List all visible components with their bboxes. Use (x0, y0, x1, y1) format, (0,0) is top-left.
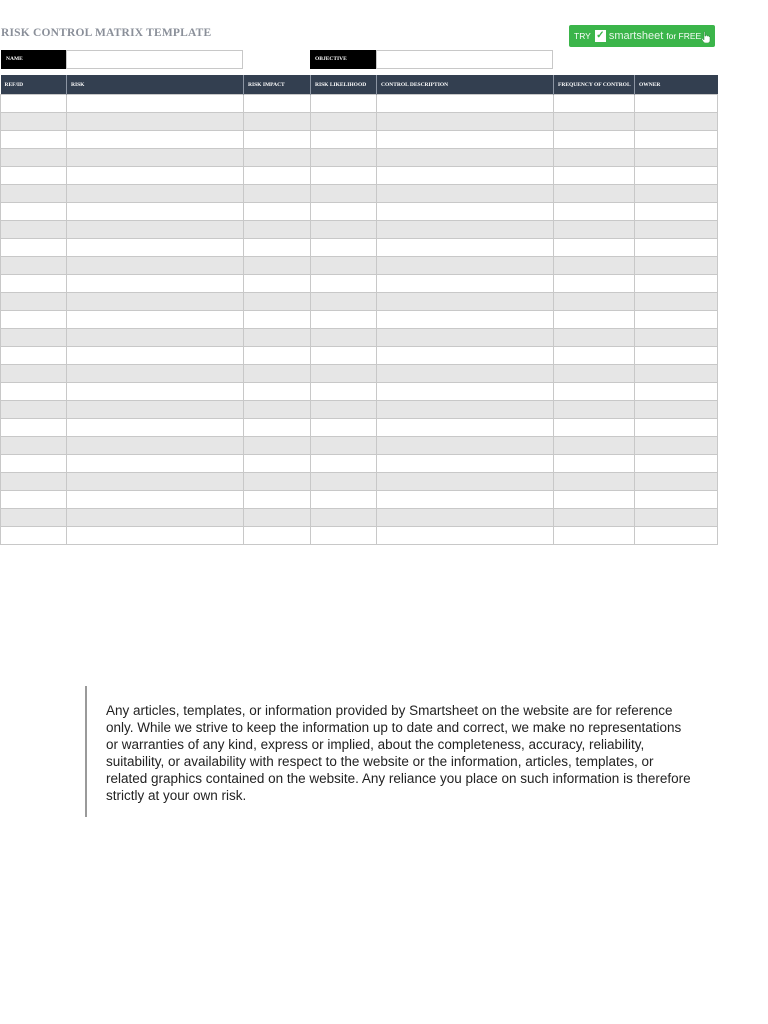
table-cell[interactable] (1, 419, 67, 437)
table-cell[interactable] (635, 131, 718, 149)
table-cell[interactable] (67, 95, 244, 113)
table-cell[interactable] (67, 329, 244, 347)
table-cell[interactable] (67, 203, 244, 221)
table-cell[interactable] (635, 239, 718, 257)
table-cell[interactable] (67, 185, 244, 203)
table-cell[interactable] (244, 455, 311, 473)
table-cell[interactable] (554, 95, 635, 113)
table-cell[interactable] (311, 257, 377, 275)
table-cell[interactable] (311, 491, 377, 509)
table-cell[interactable] (67, 113, 244, 131)
pointer-hand-icon (701, 31, 711, 43)
table-cell[interactable] (554, 131, 635, 149)
table-row (1, 419, 718, 437)
table-cell[interactable] (1, 491, 67, 509)
table-cell[interactable] (377, 203, 554, 221)
table-cell[interactable] (635, 365, 718, 383)
table-cell[interactable] (1, 221, 67, 239)
table-cell[interactable] (1, 131, 67, 149)
table-row (1, 113, 718, 131)
table-cell[interactable] (554, 311, 635, 329)
table-row (1, 311, 718, 329)
table-cell[interactable] (1, 527, 67, 545)
column-header-control-description: CONTROL DESCRIPTION (377, 75, 554, 95)
table-cell[interactable] (635, 329, 718, 347)
table-cell[interactable] (311, 149, 377, 167)
table-cell[interactable] (244, 113, 311, 131)
table-cell[interactable] (1, 311, 67, 329)
table-cell[interactable] (635, 311, 718, 329)
table-row (1, 527, 718, 545)
table-cell[interactable] (244, 419, 311, 437)
table-cell[interactable] (244, 473, 311, 491)
table-cell[interactable] (244, 509, 311, 527)
table-row (1, 455, 718, 473)
table-cell[interactable] (377, 509, 554, 527)
table-cell[interactable] (311, 131, 377, 149)
table-cell[interactable] (554, 185, 635, 203)
table-cell[interactable] (244, 221, 311, 239)
table-cell[interactable] (244, 329, 311, 347)
table-cell[interactable] (67, 131, 244, 149)
table-row (1, 167, 718, 185)
table-cell[interactable] (635, 203, 718, 221)
objective-field[interactable] (376, 50, 553, 69)
table-cell[interactable] (311, 329, 377, 347)
table-cell[interactable] (635, 275, 718, 293)
table-cell[interactable] (244, 311, 311, 329)
table-cell[interactable] (635, 383, 718, 401)
table-row (1, 437, 718, 455)
table-cell[interactable] (377, 365, 554, 383)
table-header-row (1, 75, 718, 95)
column-header-risk-likelihood: RISK LIKELIHOOD (311, 75, 377, 95)
table-cell[interactable] (1, 509, 67, 527)
table-row (1, 365, 718, 383)
table-row (1, 221, 718, 239)
table-cell[interactable] (67, 491, 244, 509)
table-cell[interactable] (1, 347, 67, 365)
risk-control-matrix-table (0, 75, 718, 545)
table-cell[interactable] (67, 311, 244, 329)
table-cell[interactable] (554, 383, 635, 401)
table-cell[interactable] (377, 167, 554, 185)
table-row (1, 257, 718, 275)
table-cell[interactable] (554, 329, 635, 347)
table-cell[interactable] (67, 437, 244, 455)
table-cell[interactable] (67, 473, 244, 491)
table-cell[interactable] (635, 221, 718, 239)
table-cell[interactable] (554, 527, 635, 545)
name-field[interactable] (66, 50, 243, 69)
table-row (1, 203, 718, 221)
table-cell[interactable] (1, 293, 67, 311)
table-cell[interactable] (1, 473, 67, 491)
table-cell[interactable] (311, 203, 377, 221)
table-row (1, 185, 718, 203)
table-cell[interactable] (377, 95, 554, 113)
table-cell[interactable] (244, 293, 311, 311)
table-cell[interactable] (377, 113, 554, 131)
table-cell[interactable] (635, 527, 718, 545)
table-cell[interactable] (377, 329, 554, 347)
table-cell[interactable] (311, 167, 377, 185)
table-cell[interactable] (244, 257, 311, 275)
table-cell[interactable] (244, 383, 311, 401)
table-cell[interactable] (244, 149, 311, 167)
table-cell[interactable] (377, 221, 554, 239)
table-cell[interactable] (67, 167, 244, 185)
table-cell[interactable] (377, 293, 554, 311)
table-cell[interactable] (244, 527, 311, 545)
table-cell[interactable] (1, 203, 67, 221)
table-cell[interactable] (554, 347, 635, 365)
table-cell[interactable] (377, 437, 554, 455)
table-cell[interactable] (554, 509, 635, 527)
table-cell[interactable] (244, 203, 311, 221)
table-cell[interactable] (377, 491, 554, 509)
table-cell[interactable] (67, 509, 244, 527)
table-cell[interactable] (1, 329, 67, 347)
table-cell[interactable] (67, 275, 244, 293)
table-cell[interactable] (377, 527, 554, 545)
table-cell[interactable] (244, 347, 311, 365)
table-cell[interactable] (67, 221, 244, 239)
table-cell[interactable] (311, 527, 377, 545)
table-cell[interactable] (1, 383, 67, 401)
table-cell[interactable] (1, 113, 67, 131)
table-cell[interactable] (635, 167, 718, 185)
table-cell[interactable] (67, 527, 244, 545)
table-cell[interactable] (244, 239, 311, 257)
table-cell[interactable] (377, 275, 554, 293)
table-cell[interactable] (311, 221, 377, 239)
table-cell[interactable] (244, 95, 311, 113)
table-cell[interactable] (635, 473, 718, 491)
table-cell[interactable] (67, 383, 244, 401)
table-cell[interactable] (635, 113, 718, 131)
table-cell[interactable] (1, 437, 67, 455)
table-cell[interactable] (311, 275, 377, 293)
table-cell[interactable] (244, 437, 311, 455)
name-label: NAME (1, 50, 66, 69)
table-cell[interactable] (635, 491, 718, 509)
table-cell[interactable] (635, 257, 718, 275)
table-cell[interactable] (377, 257, 554, 275)
disclaimer-text: Any articles, templates, or information provided by Smartsheet on the website are for reference only. While we strive to keep the information up to date and correct, we make no representations or warranties of any kind, express or implied, about the completeness, accuracy, reliability, suitability, or availability with respect to the website or the information, articles, templates, or related graphics contained on the website. Any reliance you place on such information is therefore strictly at your own risk. (85, 686, 697, 817)
table-cell[interactable] (554, 257, 635, 275)
table-cell[interactable] (377, 149, 554, 167)
try-smartsheet-button[interactable] (569, 25, 715, 47)
table-cell[interactable] (377, 401, 554, 419)
table-cell[interactable] (377, 455, 554, 473)
table-cell[interactable] (67, 401, 244, 419)
table-cell[interactable] (377, 239, 554, 257)
table-cell[interactable] (377, 185, 554, 203)
table-cell[interactable] (311, 455, 377, 473)
table-cell[interactable] (311, 509, 377, 527)
table-cell[interactable] (377, 131, 554, 149)
table-cell[interactable] (377, 473, 554, 491)
table-cell[interactable] (311, 113, 377, 131)
objective-label: OBJECTIVE (310, 50, 376, 69)
page-title: RISK CONTROL MATRIX TEMPLATE (1, 27, 212, 39)
table-cell[interactable] (67, 419, 244, 437)
table-cell[interactable] (377, 383, 554, 401)
table-cell[interactable] (311, 293, 377, 311)
column-header-risk: RISK (67, 75, 244, 95)
table-cell[interactable] (244, 167, 311, 185)
table-cell[interactable] (311, 401, 377, 419)
table-row (1, 401, 718, 419)
table-cell[interactable] (377, 419, 554, 437)
table-body (1, 95, 718, 545)
table-cell[interactable] (635, 347, 718, 365)
table-cell[interactable] (67, 455, 244, 473)
table-cell[interactable] (244, 275, 311, 293)
table-cell[interactable] (377, 311, 554, 329)
table-cell[interactable] (554, 113, 635, 131)
table-row (1, 131, 718, 149)
table-cell[interactable] (554, 239, 635, 257)
table-cell[interactable] (635, 401, 718, 419)
table-cell[interactable] (311, 239, 377, 257)
table-cell[interactable] (554, 437, 635, 455)
smartsheet-check-icon: ✓ (596, 30, 605, 41)
table-cell[interactable] (311, 383, 377, 401)
table-row (1, 275, 718, 293)
table-cell[interactable] (1, 275, 67, 293)
table-cell[interactable] (311, 311, 377, 329)
table-cell[interactable] (635, 419, 718, 437)
table-row (1, 347, 718, 365)
table-cell[interactable] (244, 401, 311, 419)
table-cell[interactable] (554, 419, 635, 437)
table-cell[interactable] (554, 167, 635, 185)
table-row (1, 329, 718, 347)
table-cell[interactable] (67, 347, 244, 365)
table-cell[interactable] (1, 401, 67, 419)
table-cell[interactable] (554, 149, 635, 167)
table-cell[interactable] (635, 95, 718, 113)
table-row (1, 149, 718, 167)
table-cell[interactable] (311, 437, 377, 455)
table-cell[interactable] (67, 293, 244, 311)
table-cell[interactable] (1, 257, 67, 275)
table-row (1, 509, 718, 527)
table-cell[interactable] (67, 239, 244, 257)
table-cell[interactable] (554, 455, 635, 473)
table-cell[interactable] (311, 185, 377, 203)
table-row (1, 491, 718, 509)
table-cell[interactable] (311, 473, 377, 491)
table-cell[interactable] (635, 185, 718, 203)
table-cell[interactable] (1, 167, 67, 185)
table-cell[interactable] (554, 221, 635, 239)
table-row (1, 239, 718, 257)
table-cell[interactable] (635, 455, 718, 473)
table-row (1, 383, 718, 401)
promo-try-label: TRY (574, 31, 591, 41)
table-cell[interactable] (554, 365, 635, 383)
table-cell[interactable] (1, 149, 67, 167)
table-cell[interactable] (554, 275, 635, 293)
promo-brand-label: smartsheet (608, 30, 664, 42)
table-cell[interactable] (1, 239, 67, 257)
table-cell[interactable] (635, 437, 718, 455)
table-cell[interactable] (244, 365, 311, 383)
table-cell[interactable] (635, 509, 718, 527)
table-cell[interactable] (635, 149, 718, 167)
table-cell[interactable] (554, 203, 635, 221)
table-cell[interactable] (244, 185, 311, 203)
table-cell[interactable] (635, 293, 718, 311)
table-cell[interactable] (311, 95, 377, 113)
table-cell[interactable] (1, 95, 67, 113)
table-cell[interactable] (554, 401, 635, 419)
column-header-risk-impact: RISK IMPACT (244, 75, 311, 95)
table-cell[interactable] (67, 257, 244, 275)
table-cell[interactable] (311, 419, 377, 437)
table-row (1, 95, 718, 113)
column-header-ref-id: REF/ID (1, 75, 67, 95)
table-cell[interactable] (311, 347, 377, 365)
table-cell[interactable] (1, 365, 67, 383)
table-row (1, 293, 718, 311)
table-cell[interactable] (67, 365, 244, 383)
column-header-frequency-of-control: FREQUENCY OF CONTROL (554, 75, 635, 95)
table-cell[interactable] (1, 185, 67, 203)
table-cell[interactable] (244, 131, 311, 149)
table-row (1, 473, 718, 491)
table-cell[interactable] (1, 455, 67, 473)
table-cell[interactable] (67, 149, 244, 167)
table-cell[interactable] (554, 293, 635, 311)
table-cell[interactable] (554, 473, 635, 491)
table-cell[interactable] (377, 347, 554, 365)
column-header-owner: OWNER (635, 75, 718, 95)
table-cell[interactable] (554, 491, 635, 509)
promo-for-free-label: for FREE (666, 31, 702, 41)
table-cell[interactable] (311, 365, 377, 383)
table-cell[interactable] (244, 491, 311, 509)
